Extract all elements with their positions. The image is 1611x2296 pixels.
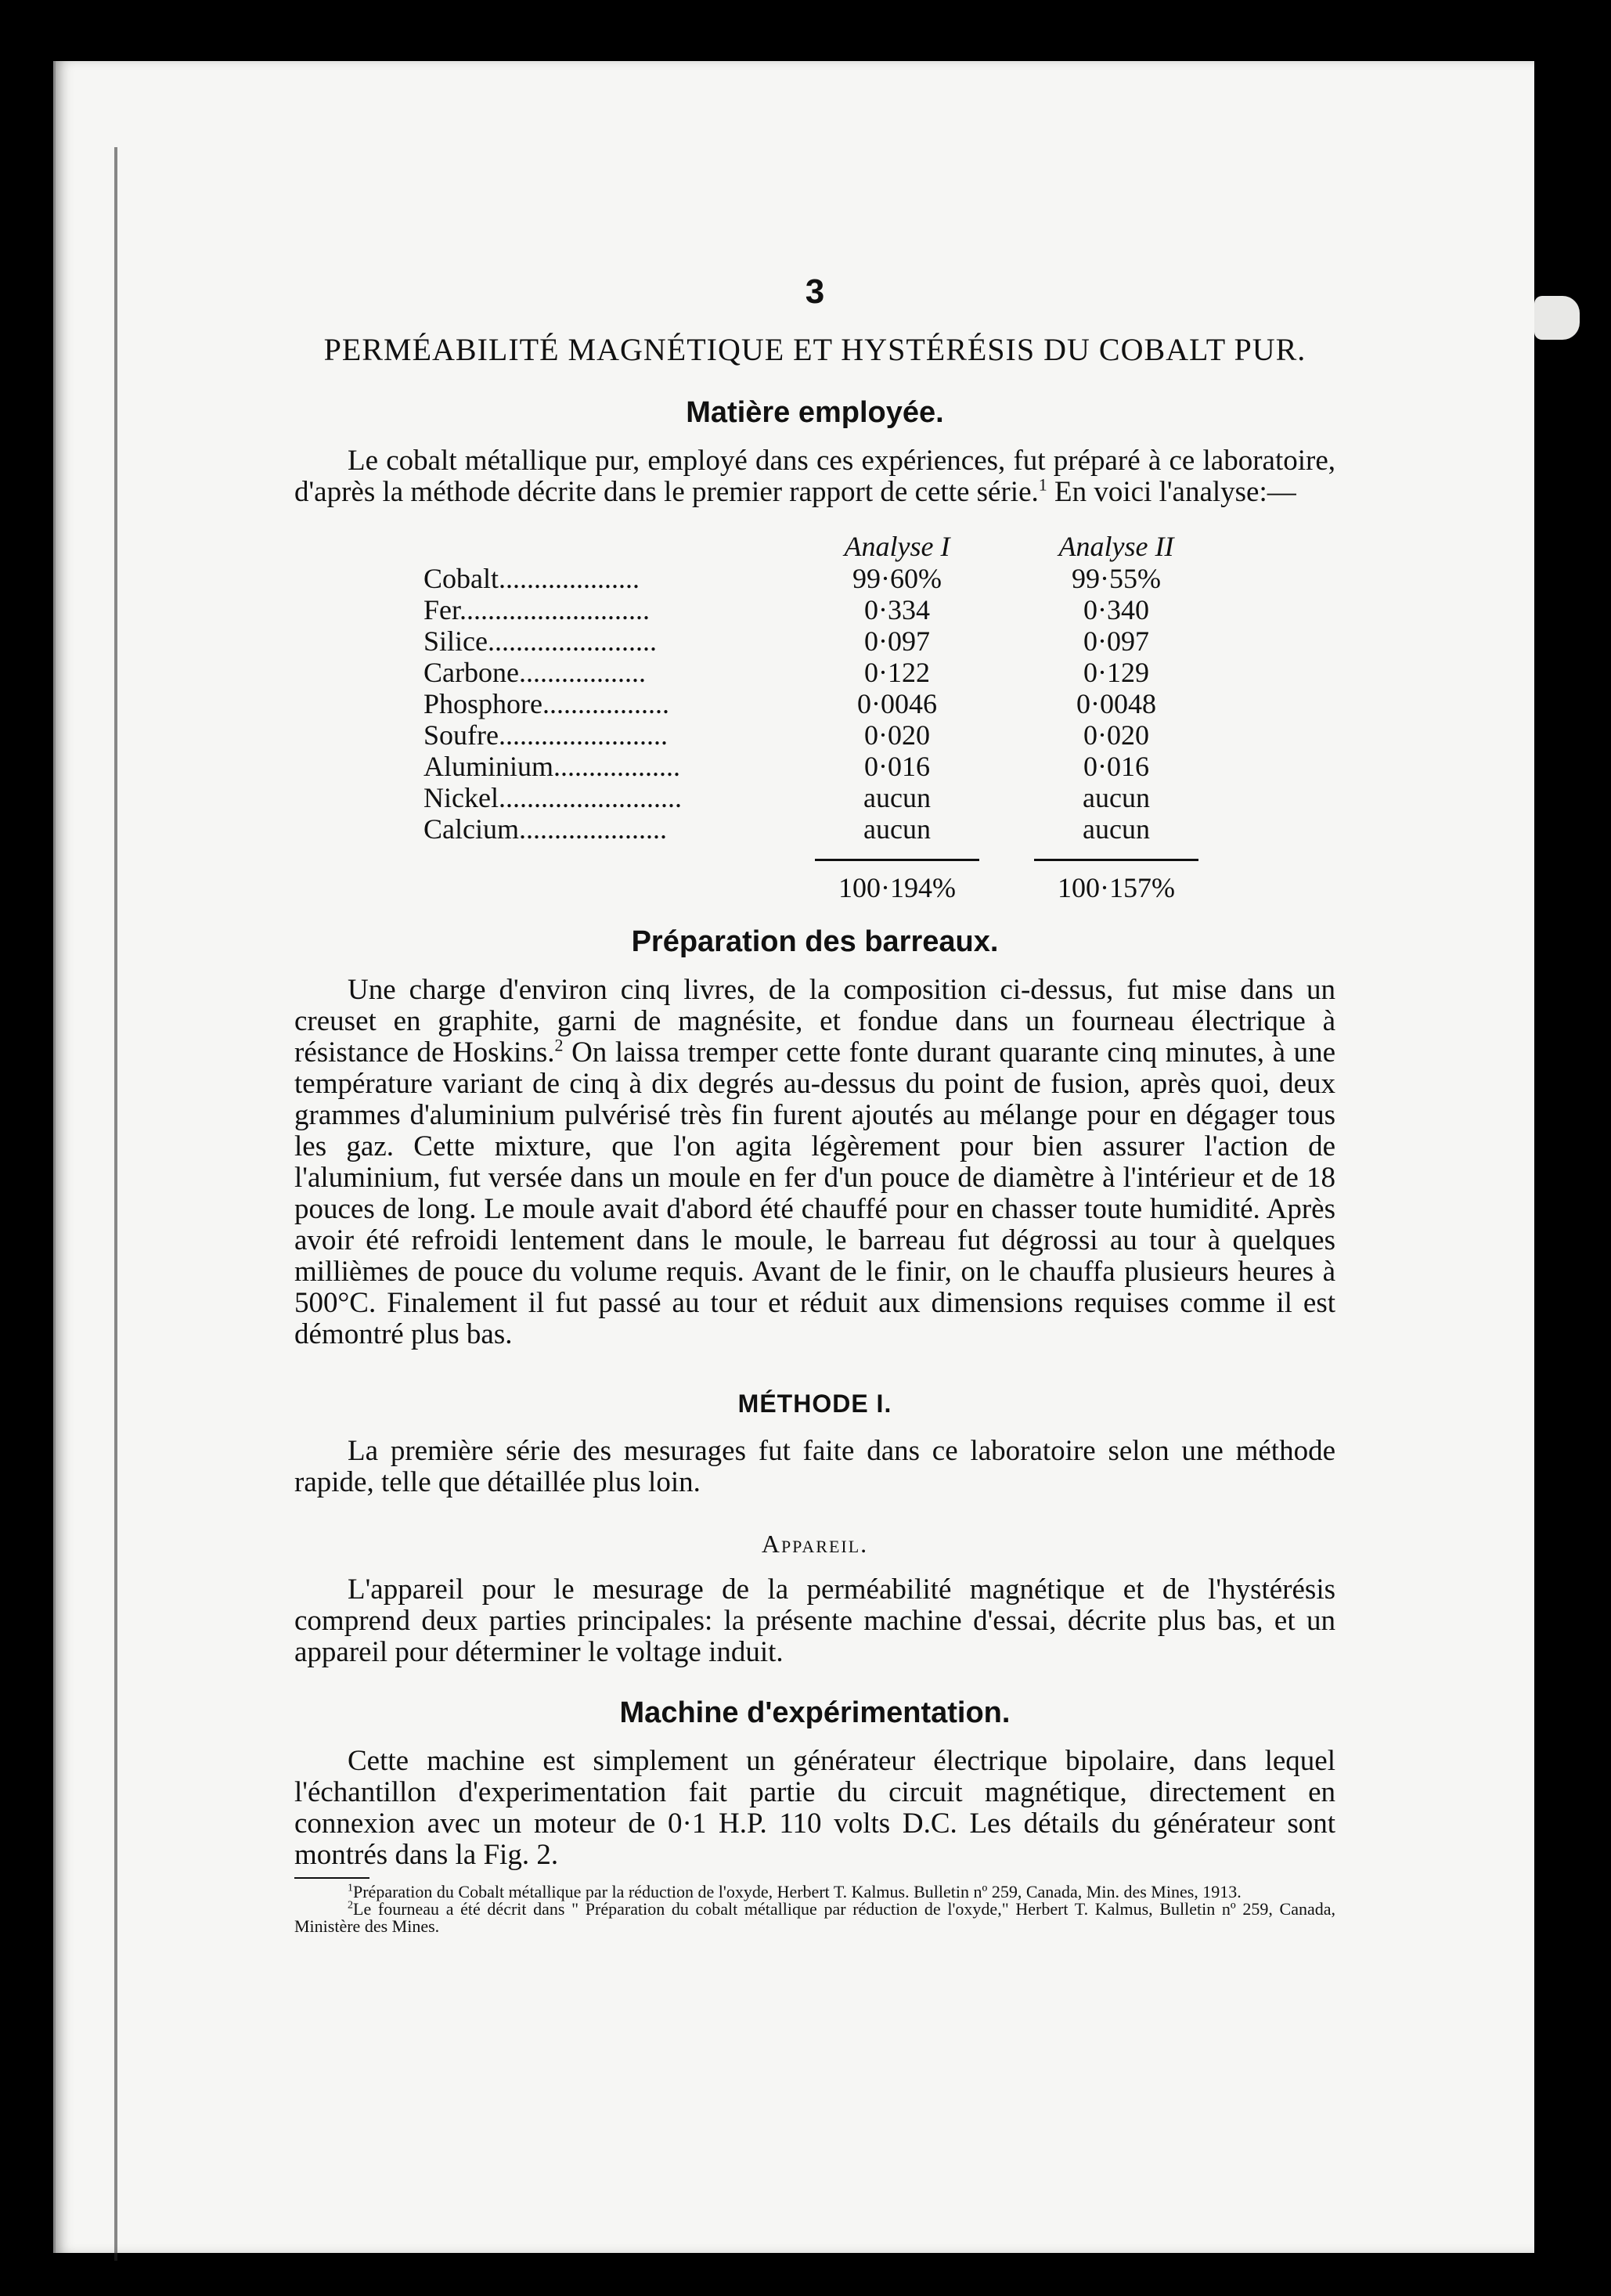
element-name: Soufre........................ [423, 719, 668, 751]
value-analyse-2: aucun [1083, 782, 1150, 813]
element-name: Cobalt.................... [423, 563, 640, 594]
value-analyse-2: aucun [1083, 813, 1150, 845]
value-analyse-1: 0·020 [864, 719, 930, 751]
value-analyse-1: 0·0046 [857, 688, 937, 719]
footnote-2: $^2$Le fourneau a été décrit dans " Préparation du cobalt métallique par réduction de l'oxyde," Herbert T. Kalmus, Bulletin nº 259, Canada, Ministère des Mines. [294, 1899, 1335, 1936]
value-analyse-2: 0·129 [1083, 657, 1149, 688]
element-name: Nickel.......................... [423, 782, 682, 813]
footnote-1: $^1$Préparation du Cobalt métallique par la réduction de l'oxyde, Herbert T. Kalmus. Bulletin nº 259, Canada, Min. des Mines, 1913. [348, 1882, 1242, 1901]
analysis-row [423, 594, 1253, 625]
paragraph-appareil: L'appareil pour le mesurage de la perméabilité magnétique et de l'hystérésis comprend deux parties principales: la présente machine d'essai, décrite plus bas, et un appareil pour déterminer le voltage induit. [294, 1573, 1335, 1668]
element-name: Carbone.................. [423, 657, 646, 688]
value-analyse-2: 0·016 [1083, 751, 1149, 782]
paragraph-matiere: Le cobalt métallique pur, employé dans ces expériences, fut préparé à ce laboratoire, d'après la méthode décrite dans le premier rapport de cette série.$^1$ En voici l'analyse:— [294, 445, 1335, 508]
value-analyse-1: aucun [863, 813, 931, 845]
element-name: Calcium..................... [423, 813, 667, 845]
heading-appareil: Appareil. [761, 1530, 869, 1558]
value-analyse-1: 0·016 [864, 751, 930, 782]
analysis-header-row [423, 530, 1253, 563]
footnote-ref-2: 2 [554, 1035, 564, 1055]
page-content [294, 272, 1335, 1935]
analysis-table [423, 530, 1253, 905]
analysis-row [423, 813, 1253, 845]
heading-preparation: Préparation des barreaux. [631, 925, 999, 958]
page-edge [53, 61, 56, 2253]
footnote-ref-1: 1 [1038, 474, 1047, 495]
analysis-row [423, 563, 1253, 594]
heading-machine: Machine d'expérimentation. [619, 1696, 1011, 1729]
heading-matiere: Matière employée. [686, 396, 944, 429]
analysis-row [423, 782, 1253, 813]
scanned-page [53, 61, 1534, 2253]
paragraph-methode: La première série des mesurages fut faite dans ce laboratoire selon une méthode rapide, telle que détaillée plus loin. [294, 1435, 1335, 1498]
value-analyse-2: 0·0048 [1076, 688, 1156, 719]
value-analyse-2: 0·340 [1083, 594, 1149, 625]
page-tab [1534, 296, 1580, 340]
total-analyse-2: 100·157% [1058, 872, 1175, 903]
analysis-totals-row [423, 870, 1253, 905]
value-analyse-1: 0·097 [864, 625, 930, 657]
analysis-row [423, 688, 1253, 719]
analysis-header-1: Analyse I [844, 531, 950, 562]
element-name: Fer........................... [423, 594, 651, 625]
page-title: PERMÉABILITÉ MAGNÉTIQUE ET HYSTÉRÉSIS DU COBALT PUR. [323, 332, 1306, 367]
element-name: Silice........................ [423, 625, 657, 657]
total-analyse-1: 100·194% [838, 872, 956, 903]
value-analyse-2: 99·55% [1072, 563, 1161, 594]
heading-methode: MÉTHODE I. [737, 1389, 892, 1418]
totals-rule [423, 859, 1253, 861]
value-analyse-1: 0·122 [864, 657, 930, 688]
value-analyse-1: aucun [863, 782, 931, 813]
page-number: 3 [805, 272, 825, 311]
value-analyse-2: 0·020 [1083, 719, 1149, 751]
analysis-row [423, 657, 1253, 688]
paragraph-machine: Cette machine est simplement un générateur électrique bipolaire, dans lequel l'échantillon d'experimentation fait partie du circuit magnétique, directement en connexion avec un moteur de 0·1 H.P. 110 volts D.C. Les détails du générateur sont montrés dans la Fig. 2. [294, 1745, 1335, 1871]
value-analyse-1: 0·334 [864, 594, 930, 625]
analysis-row [423, 751, 1253, 782]
paragraph-preparation: Une charge d'environ cinq livres, de la composition ci-dessus, fut mise dans un creuset en graphite, garni de magnésite, et fondue dans un fourneau électrique à résistance de Hoskins.$^2$ On laissa tremper cette fonte durant quarante cinq minutes, à une température variant de cinq à dix degrés au-dessus du point de fusion, après quoi, deux grammes d'aluminium pulvérisé très fin furent ajoutés au mélange pour en dégager tous les gaz. Cette mixture, que l'on agita légèrement pour bien assurer l'action de l'aluminium, fut versée dans un moule en fer d'un pouce de diamètre à l'intérieur et de 18 pouces de long. Le moule avait d'abord été chauffé pour en chasser toute humidité. Après avoir été refroidi lentement dans le moule, le barreau fut dégrossi au tour à quelques millièmes de pouce du volume requis. Avant de le finir, on le chauffa plusieurs heures à 500°C. Finalement il fut passé au tour et réduit aux dimensions requises comme il est démontré plus bas. [294, 974, 1336, 1350]
value-analyse-2: 0·097 [1083, 625, 1149, 657]
analysis-row [423, 625, 1253, 657]
binding-shadow [114, 147, 117, 2261]
footnote-divider [294, 1877, 369, 1879]
analysis-header-2: Analyse II [1058, 531, 1174, 562]
element-name: Phosphore.................. [423, 688, 669, 719]
element-name: Aluminium.................. [423, 751, 681, 782]
analysis-row [423, 719, 1253, 751]
value-analyse-1: 99·60% [852, 563, 942, 594]
